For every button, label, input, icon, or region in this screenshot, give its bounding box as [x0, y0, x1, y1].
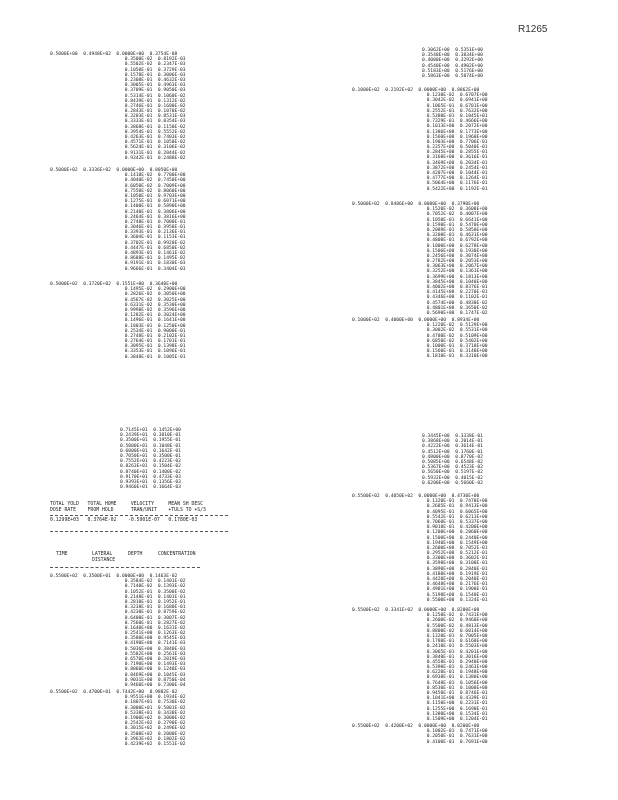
row-values: 0.1000E+00 0.6278E+00 [426, 243, 488, 249]
row-values: 0.5500E+00 0.1324E-01 [426, 597, 488, 603]
row-values: 0.1780E-01 0.6160E+00 [426, 639, 488, 645]
row-values: 0.1013E+00 0.2072E+00 [426, 124, 488, 130]
block-label: 0.1000E+02 0.4000E+00 [352, 318, 413, 323]
row-values: 0.9998E-02 0.3596E+00 [124, 307, 186, 313]
row-values: 0.5367E+00 0.4523E-02 [422, 465, 483, 471]
row-values: 0.7190E+00 0.1493E-03 [124, 662, 186, 668]
row-values: 0.4901E+00 0.1900E-01 [426, 587, 488, 593]
row-values: 0.1400E-01 0.5890E+00 [124, 204, 186, 210]
row-values: 0.4145E+00 0.2270E-01 [426, 290, 488, 296]
row-values: 0.1560E-01 0.3140E+00 [426, 349, 488, 355]
row-values: 0.4808E-01 0.6792E+00 [426, 238, 488, 244]
row-values: 0.2685E-01 0.9413E+00 [426, 504, 488, 510]
col-conc-header: CONCENTRATION [158, 552, 196, 557]
table-row [352, 740, 488, 745]
block-label: 0.5500E+02 0.3341E+02 [352, 608, 413, 613]
row-values: 0.1509E+00 0.1204E-01 [426, 716, 488, 722]
row-values: 0.6400E-01 0.3007E-02 [124, 615, 186, 621]
row-values: 0.8740E+01 0.1400E-02 [120, 469, 181, 475]
col-lateral-subheader: DISTANCE [92, 558, 116, 563]
row-values: 0.1903E+00 0.7706E-01 [426, 139, 488, 145]
row-values: 0.2600E-02 0.9460E+00 [426, 618, 488, 624]
row-values: 0.4002E+00 0.8376E-01 [426, 285, 488, 290]
data-block [352, 608, 488, 722]
row-values: 0.9666E-01 0.3404E-03 [124, 266, 186, 272]
row-values: 0.3872E+00 0.2454E-01 [426, 165, 488, 171]
row-values: 0.1050E-01 0.6641E+00 [426, 217, 488, 223]
row-values: 0.9170E+01 0.4733E-03 [120, 474, 181, 480]
row-values: 0.6000E+01 0.1642E-01 [120, 448, 181, 454]
row-values: 0.4574E+00 0.4830E-02 [426, 300, 488, 306]
row-values: 0.5390E-01 0.2463E+00 [426, 665, 488, 671]
row-values: 0.2746E-01 0.1600E-02 [124, 103, 186, 109]
row-values: 0.6220E-01 0.1948E+00 [426, 670, 488, 676]
table-row [352, 187, 488, 192]
row-values: 0.3046E-01 0.3958E-01 [124, 225, 186, 231]
row-values: 0.3062E+00 0.5351E+00 [422, 48, 483, 53]
row-values: 0.1050E-01 0.9703E+00 [124, 193, 186, 199]
row-values: 0.8469E+00 0.1045E-03 [124, 672, 186, 678]
row-values: 0.3002E-02 0.5531E+00 [426, 328, 488, 334]
table-row [422, 74, 483, 79]
row-values: 0.2600E+00 0.7052E-01 [426, 545, 488, 551]
row-values: 0.4000E+00 0.3292E+00 [422, 58, 483, 64]
row-values: 0.1500E+00 0.2440E+00 [426, 535, 488, 541]
row-values: 0.0000E+00 0.8934E+00 [418, 318, 480, 323]
table-row [352, 311, 488, 316]
row-values: 0.5380E-01 0.1045E+01 [426, 113, 488, 119]
row-values: 0.5198E+00 0.1540E-01 [426, 592, 488, 598]
row-values: 0.9551E+00 0.1934E-02 [124, 695, 186, 701]
row-values: 0.5542E-01 0.6213E+00 [426, 514, 488, 520]
row-values: 0.3604E-01 0.1153E-01 [124, 235, 186, 241]
data-block [50, 574, 186, 688]
summary-header-line-2: DOSE RATE FROM HOLD TRAN/UNIT +TULS TO +S/3 [50, 508, 206, 513]
row-values: 0.2541E+00 0.1263E-02 [124, 631, 186, 637]
row-values: 0.1052E-01 0.3500E-02 [124, 589, 186, 595]
row-values: 0.1496E-01 0.1641E+00 [124, 318, 186, 324]
row-values: 0.3445E+00 0.3338E-01 [422, 434, 483, 439]
summary-header-line-1: TOTAL YOLD TOTAL HOME VELOCITY MEAN SH DESC [50, 502, 204, 507]
block-label: 0.5000E+02 0.3336E+02 [50, 168, 111, 173]
row-values: 0.2439E+01 0.3810E-01 [120, 433, 181, 439]
row-values: 0.4190E+00 0.7141E-03 [124, 641, 186, 647]
data-block [50, 282, 186, 360]
row-values: 0.9393E+01 0.1356E-03 [120, 479, 181, 485]
row-values: 0.5338E+01 0.3438E-02 [124, 710, 186, 716]
row-values: 0.5085E+00 0.6548E-02 [422, 459, 483, 465]
table-row [352, 717, 488, 722]
col-depth-header: DEPTH [128, 552, 143, 557]
row-values: 0.9191E-01 0.1830E-03 [124, 261, 186, 267]
row-values: 0.3699E+00 0.1813E+00 [426, 274, 488, 280]
data-block [352, 202, 488, 316]
row-values: 0.1803E-01 0.1250E+00 [124, 323, 186, 329]
row-values: 0.8060E+00 0.1248E-03 [124, 667, 186, 673]
row-values: 0.2308E-01 0.4632E-03 [124, 77, 186, 83]
row-values: 0.4893E-01 0.1461E-02 [124, 251, 186, 256]
row-values: 0.3500E+02 0.2000E-02 [124, 731, 186, 737]
row-values: 0.3065E-01 0.4201E+00 [426, 649, 488, 655]
row-values: 0.8530E-01 0.1000E+00 [426, 685, 488, 691]
row-values: 0.4780E-02 0.5109E+00 [426, 333, 488, 339]
row-values: 0.1940E+00 0.1549E+00 [426, 540, 488, 546]
row-values: 0.1000E-01 0.3718E+00 [426, 343, 488, 349]
row-values: 0.3580E+00 0.9545E-03 [124, 636, 186, 642]
row-values: 0.3200E-01 0.4631E+00 [426, 233, 488, 239]
block-label: 0.5000E+02 0.3720E+02 [50, 282, 111, 287]
row-values: 0.4263E-01 0.7403E-02 [124, 135, 186, 140]
row-values: 0.2464E-01 0.3816E+00 [124, 214, 186, 220]
row-values: 0.5064E+00 0.1176E-01 [426, 181, 488, 187]
data-block [352, 88, 488, 192]
block-label: 0.5000E+00 0.4948E+02 [50, 52, 111, 57]
row-values: 0.9018E-01 0.4200E+00 [426, 525, 488, 531]
data-block [50, 690, 186, 747]
row-values: 0.4512E+00 0.1760E-01 [422, 449, 483, 455]
row-values: 0.0000E+00 0.8862E+00 [418, 88, 480, 93]
data-block [352, 724, 488, 745]
row-values: 0.1282E-01 0.3024E+00 [124, 313, 186, 319]
row-values: 0.1255E+00 0.1690E-01 [426, 706, 488, 712]
row-values: 0.2826E-02 0.3050E+00 [124, 292, 186, 298]
row-values: 0.4567E-02 0.3025E+00 [124, 297, 186, 303]
row-values: 0.7552E+01 0.4223E-02 [120, 459, 181, 465]
row-values: 0.6331E-02 0.3530E+00 [124, 302, 186, 308]
row-values: 0.5863E+00 0.5874E+00 [422, 73, 483, 79]
row-values: 0.3333E-01 0.8354E-03 [124, 119, 186, 125]
row-values: 0.6570E+00 0.2019E-03 [124, 657, 186, 662]
row-values: 0.1900E+02 0.3000E-02 [124, 715, 186, 721]
row-values: 0.3063E+00 0.2067E+00 [426, 264, 488, 270]
row-values: 0.2552E-01 0.7632E+00 [426, 108, 488, 114]
row-values: 0.3393E-01 0.2136E-01 [124, 230, 186, 236]
row-values: 0.7648E-01 0.1056E+00 [426, 680, 488, 686]
row-values: 0.0000E+00 0.3790E+00 [418, 202, 480, 207]
row-values: 0.0000E+00 0.8200E+00 [418, 608, 480, 613]
table-row [50, 355, 186, 360]
row-values: 0.3353E-01 0.1096E-01 [124, 349, 186, 355]
row-values: 0.6200E+00 0.5660E-02 [422, 480, 483, 486]
row-values: 0.2542E+02 0.2790E-02 [124, 721, 186, 727]
row-values: 0.1590E-01 0.5470E+00 [426, 222, 488, 228]
row-values: 0.2050E-01 0.7631E+00 [426, 734, 488, 740]
row-values: 0.5314E-01 0.1060E-02 [124, 93, 186, 99]
row-values: 0.8263E+01 0.1504E-02 [120, 464, 181, 470]
row-values: 0.1495E-02 0.2900E+00 [124, 287, 186, 293]
row-values: 0.3500E-02 0.8192E-03 [124, 57, 186, 63]
row-values: 0.9342E-01 0.2488E-02 [124, 155, 186, 161]
row-values: 0.2140E-01 0.3806E+00 [124, 209, 186, 215]
row-values: 0.1200E+00 0.2860E+00 [426, 530, 488, 536]
page-id: R1265 [518, 24, 548, 35]
row-values: 0.7052E-02 0.4007E+00 [426, 212, 488, 218]
row-values: 0.2843E-01 0.1070E-02 [124, 109, 186, 115]
row-values: 0.5932E+00 0.4015E-02 [422, 475, 483, 481]
row-values: 0.2845E+00 0.2855E-01 [426, 150, 488, 156]
row-values: 0.1807E+01 0.7530E-02 [124, 700, 186, 706]
row-values: 0.7442E+00 0.9882E-02 [116, 690, 178, 695]
block-label: 0.5500E+02 0.4700E+01 [50, 690, 111, 695]
row-values: 0.3702E-01 0.9920E-02 [124, 240, 186, 246]
row-values: 0.0000E+00 0.4730E+00 [418, 494, 480, 499]
row-values: 0.9131E-01 0.2044E-02 [124, 150, 186, 156]
row-values: 0.4180E+00 0.1919E-01 [426, 571, 488, 577]
row-values: 0.2748E-01 0.2102E-01 [124, 333, 186, 339]
row-values: 0.8800E-02 0.6014E+00 [426, 628, 488, 634]
data-block [422, 48, 483, 79]
row-values: 0.5500E-02 0.4813E+00 [426, 623, 488, 629]
row-values: 0.3848E-01 0.1005E-01 [124, 354, 186, 360]
row-values: 0.1220E-02 0.5129E+00 [426, 323, 488, 329]
table2-divider [50, 567, 200, 568]
row-values: 0.4230E-01 0.8759E-02 [124, 610, 186, 616]
row-values: 0.3005E-01 0.4963E-03 [124, 83, 186, 89]
data-block [120, 428, 181, 490]
row-values: 0.3963E+02 0.1802E-02 [124, 736, 186, 742]
table-row [50, 267, 186, 272]
col-time-header: TIME [56, 552, 68, 557]
row-values: 0.2748E-01 0.7000E-01 [124, 219, 186, 225]
row-values: 0.3095E-01 0.1398E-01 [124, 344, 186, 350]
table-row [120, 485, 181, 490]
row-values: 0.4800E+00 0.8770E-02 [422, 454, 483, 460]
row-values: 0.3203E-01 0.8531E-03 [124, 114, 186, 120]
data-block [50, 52, 186, 161]
row-values: 0.1551E+00 0.3640E+00 [116, 282, 178, 287]
table-row [422, 481, 483, 486]
row-values: 0.1050E-01 0.3729E-03 [124, 67, 186, 73]
summary-values: 0.1299E+03 0.3764E-02 -0.5901E-07 0.1780E-03 [50, 518, 198, 523]
row-values: 0.1386E+00 0.1773E+00 [426, 129, 488, 135]
table-row [50, 156, 186, 161]
row-values: 0.7060E-01 0.5337E+00 [426, 519, 488, 525]
row-values: 0.3540E+00 0.3834E+00 [422, 53, 483, 59]
block-label: 0.5000E+02 0.8486E+00 [352, 202, 413, 207]
row-values: 0.3709E-01 0.9050E-03 [124, 88, 186, 94]
block-label: 0.1000E+02 0.2192E+02 [352, 88, 413, 93]
row-values: 0.6850E-02 0.5402E+00 [426, 338, 488, 344]
table-row [50, 683, 186, 688]
row-values: 0.7145E+01 0.1452E+00 [120, 428, 181, 433]
row-values: 0.1230E-02 0.6707E+00 [426, 93, 488, 99]
row-values: 0.3168E+00 0.3616E-01 [426, 155, 488, 161]
row-values: 0.9460E+01 0.1664E-03 [120, 485, 181, 491]
row-values: 0.5183E+00 0.5176E+00 [422, 68, 483, 74]
row-values: 0.4100E-01 0.7691E+00 [426, 739, 488, 745]
row-values: 0.5036E+00 0.3840E-03 [124, 646, 186, 652]
row-values: 0.2410E-01 0.5503E+00 [426, 644, 488, 650]
row-values: 0.3015E+02 0.2496E-02 [124, 726, 186, 732]
data-block [50, 168, 186, 272]
row-values: 0.3469E+00 0.2034E-01 [426, 160, 488, 166]
row-values: 0.1810E-01 0.3310E+00 [426, 354, 488, 360]
row-values: 0.3500E+01 0.1955E-01 [120, 438, 181, 444]
row-values: 0.4648E+00 0.2176E-01 [426, 582, 488, 588]
row-values: 0.3868E-01 0.1150E-02 [124, 124, 186, 130]
row-values: 0.3890E+00 0.2840E-01 [426, 566, 488, 572]
row-values: 0.3868E+00 0.2014E-01 [422, 439, 483, 445]
row-values: 0.5502E-02 0.2347E-03 [124, 62, 186, 68]
row-values: 0.7329E-01 0.4666E+00 [426, 119, 488, 125]
row-values: 0.2456E+00 0.3074E+00 [426, 253, 488, 259]
data-block [352, 318, 488, 360]
row-values: 0.1640E+00 0.1631E-02 [124, 625, 186, 631]
row-values: 0.3000E+01 0.5001E-02 [124, 705, 186, 711]
row-values: 0.4777E+00 0.1264E-01 [426, 176, 488, 182]
row-values: 0.9031E+00 0.8750E-04 [124, 677, 186, 683]
table-row [352, 354, 488, 359]
row-values: 0.3845E+00 0.1040E+00 [426, 279, 488, 285]
row-values: 0.2357E+00 0.5040E-01 [426, 145, 488, 151]
col-lateral-header: LATERAL [92, 552, 113, 557]
block-label: 0.5500E+02 0.4200E+02 [352, 724, 413, 729]
row-values: 0.9460E+00 0.7300E-04 [124, 682, 186, 688]
row-values: 0.6050E-02 0.7009E+00 [124, 183, 186, 189]
row-values: 0.4571E-01 0.1050E-02 [124, 140, 186, 146]
row-values: 0.1506E+00 0.1930E+00 [426, 248, 488, 254]
row-values: 0.2089E-01 0.5850E+00 [426, 227, 488, 233]
row-values: 0.1560E+00 0.1960E+00 [426, 134, 488, 140]
row-values: 0.4558E-01 0.2940E+00 [426, 659, 488, 665]
row-values: 0.5650E+00 0.5197E-02 [422, 470, 483, 476]
table-row [352, 598, 488, 603]
row-values: 0.1250E-02 0.7431E+00 [426, 613, 488, 619]
row-values: 0.1041E+00 0.4339E-01 [426, 696, 488, 702]
row-values: 0.3598E+00 0.3100E-01 [426, 561, 488, 567]
row-values: 0.4207E+00 0.1044E-01 [426, 171, 488, 176]
row-values: 0.3584E-02 0.1401E-02 [124, 579, 186, 585]
row-values: 0.2952E+00 0.5212E-01 [426, 551, 488, 557]
row-values: 0.1320E-01 0.7005E+00 [426, 633, 488, 639]
row-values: 0.1275E-01 0.6071E+00 [124, 199, 186, 205]
row-values: 0.4222E+00 0.3614E-01 [422, 444, 483, 450]
row-values: 0.8439E-01 0.1312E-02 [124, 98, 186, 104]
table-row [50, 742, 186, 747]
data-block [352, 494, 488, 603]
row-values: 0.5624E-01 0.3106E-02 [124, 145, 186, 151]
row-values: 0.1150E+00 0.2231E-01 [426, 701, 488, 707]
row-values: 0.4040E-02 0.7450E+00 [124, 178, 186, 184]
row-values: 0.0000E+00 0.8200E+00 [418, 724, 480, 729]
row-values: 0.5422E+00 0.1192E-01 [426, 186, 488, 192]
row-values: 0.4801E+00 0.3650E-02 [426, 305, 488, 311]
row-values: 0.1065E-01 0.6701E+00 [426, 103, 488, 109]
row-values: 0.2148E-01 0.1401E-01 [124, 594, 186, 600]
row-values: 0.4447E-01 0.6850E-02 [124, 245, 186, 251]
block-label: 0.5500E+02 0.4050E+02 [352, 494, 413, 499]
row-values: 0.0000E+00 0.3754E-08 [116, 52, 178, 57]
block-label: 0.5500E+02 0.3500E+01 [50, 574, 111, 579]
row-values: 0.2534E-01 0.9000E-01 [124, 328, 186, 334]
row-values: 0.7140E-02 0.1393E-02 [124, 584, 186, 590]
row-values: 0.3252E+00 0.1361E+00 [426, 269, 488, 275]
row-values: 0.4540E+00 0.4902E+00 [422, 63, 483, 69]
summary-divider-bottom [50, 531, 228, 532]
row-values: 0.5582E+00 0.2561E-03 [124, 651, 186, 657]
row-values: 0.2810E-01 0.1952E-01 [124, 599, 186, 605]
row-values: 0.1002E-01 0.7471E+00 [426, 729, 488, 735]
row-values: 0.8688E-01 0.1495E-02 [124, 256, 186, 262]
row-values: 0.4095E-01 0.6065E+00 [426, 509, 488, 515]
row-values: 0.4420E+00 0.2040E-01 [426, 577, 488, 582]
row-values: 0.5690E+00 0.1747E-02 [426, 310, 488, 316]
row-values: 0.2764E-01 0.1701E-01 [124, 339, 186, 345]
row-values: 0.1410E-02 0.7700E+00 [124, 173, 186, 179]
row-values: 0.7550E-02 0.8060E+00 [124, 188, 186, 194]
row-values: 0.0000E+00 0.1463E-02 [116, 574, 178, 579]
row-values: 0.4239E+02 0.1551E-02 [124, 741, 186, 747]
row-values: 0.3954E-01 0.5552E-02 [124, 129, 186, 135]
row-values: 0.1578E-01 0.3006E-03 [124, 72, 186, 78]
row-values: 0.1320E-01 0.7478E+00 [426, 499, 488, 505]
row-values: 0.0000E+00 0.8050E+00 [116, 168, 178, 173]
row-values: 0.3238E-01 0.1680E-01 [124, 605, 186, 611]
row-values: 0.7050E+01 0.3500E-01 [120, 453, 181, 459]
row-values: 0.3840E-01 0.3016E+00 [426, 654, 488, 660]
data-block [422, 434, 483, 486]
row-values: 0.3300E+00 0.3602E-01 [426, 556, 488, 562]
row-values: 0.1520E-02 0.3608E+00 [426, 207, 488, 213]
row-values: 0.4346E+00 0.1102E-01 [426, 295, 488, 301]
row-values: 0.1380E+00 0.1534E-01 [426, 711, 488, 717]
row-values: 0.7560E-01 0.2827E-02 [124, 620, 186, 626]
row-values: 0.5000E+01 0.1048E-01 [120, 443, 181, 449]
summary-divider [50, 515, 228, 516]
row-values: 0.2782E+00 0.2053E+00 [426, 259, 488, 265]
row-values: 0.3042E-02 0.6941E+00 [426, 98, 488, 104]
row-values: 0.6938E-01 0.1380E+00 [426, 675, 488, 681]
row-values: 0.9450E-01 0.8746E-01 [426, 691, 488, 696]
